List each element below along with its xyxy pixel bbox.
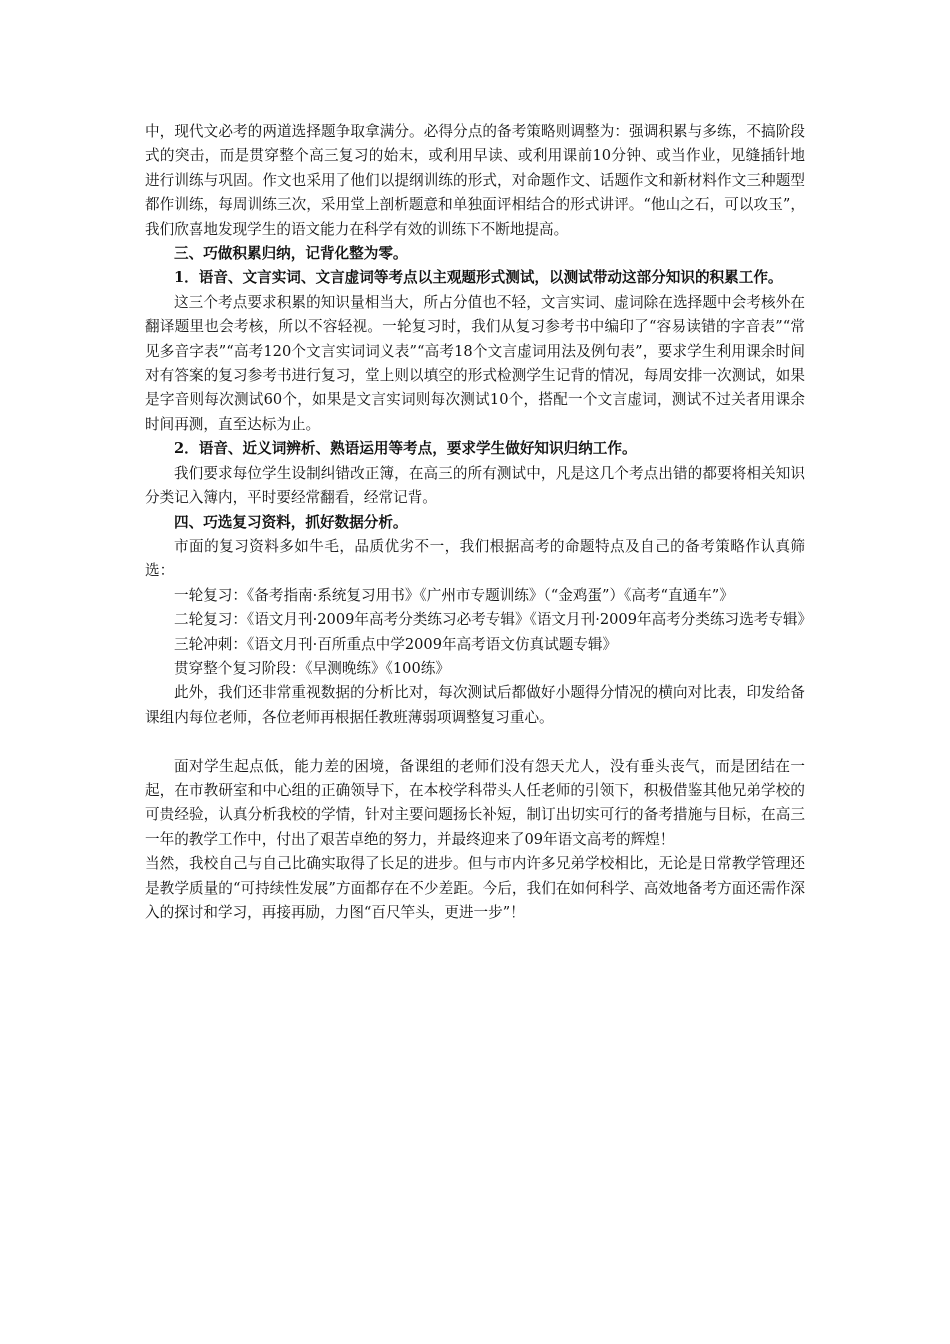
- list-item: 三轮冲刺：《语文月刊·百所重点中学2009年高考语文仿真试题专辑》: [174, 635, 618, 653]
- paragraph: 中，现代文必考的两道选择题争取拿满分。必得分点的备考策略则调整为：强调积累与多练，不搞阶段式的突击，而是贯穿整个高三复习的始末，或利用早读、或利用课前10分钟、或当作业，见缝插针地进行训练与巩固。作文也采用了他们以提纲训练的形式，对命题作文、话题作文和新材料作文三种题型都作训练，每周训练三次，采用堂上剖析题意和单独面评相结合的形式讲评。“他山之石，可以攻玉”，我们欣喜地发现学生的语文能力在科学有效的训练下不断地提高。: [145, 123, 805, 238]
- blank-line: [145, 730, 805, 754]
- paragraph: 我们要求每位学生设制纠错改正簿，在高三的所有测试中，凡是这几个考点出错的都要将相关知识分类记入簿内，平时要经常翻看，经常记背。: [145, 464, 805, 507]
- paragraph: 市面的复习资料多如牛毛，品质优劣不一，我们根据高考的命题特点及自己的备考策略作认真筛选：: [145, 537, 805, 580]
- paragraph: 这三个考点要求积累的知识量相当大，所占分值也不轻，文言实词、虚词除在选择题中会考核外在翻译题里也会考核，所以不容轻视。一轮复习时，我们从复习参考书中编印了“容易读错的字音表”“常见多音字表”“高考120个文言实词词义表”“高考18个文言虚词用法及例句表”，要求学生利用课余时间对有答案的复习参考书进行复习，堂上则以填空的形式检测学生记背的情况，每周安排一次测试，如果是字音则每次测试60个，如果是文言实词则每次测试10个，搭配一个文言虚词，测试不过关者用课余时间再测，直至达标为止。: [145, 293, 805, 433]
- document-body: [145, 120, 813, 925]
- list-item: 一轮复习：《备考指南·系统复习用书》《广州市专题训练》（“金鸡蛋”）《高考“直通车”》: [174, 586, 734, 604]
- paragraph: 此外，我们还非常重视数据的分析比对，每次测试后都做好小题得分情况的横向对比表，印发给备课组内每位老师，各位老师再根据任教班薄弱项调整复习重心。: [145, 684, 805, 726]
- subsection-heading: 1．语音、文言实词、文言虚词等考点以主观题形式测试，以测试带动这部分知识的积累工作。: [174, 269, 783, 287]
- section-heading: 三、巧做积累归纳，记背化整为零。: [174, 245, 408, 263]
- section-heading: 四、巧选复习资料，抓好数据分析。: [174, 513, 408, 531]
- list-item: 二轮复习：《语文月刊·2009年高考分类练习必考专辑》《语文月刊·2009年高考分类练习选考专辑》: [174, 611, 813, 629]
- paragraph: 当然，我校自己与自己比确实取得了长足的进步。但与市内许多兄弟学校相比，无论是日常教学管理还是教学质量的“可持续性发展”方面都存在不少差距。今后，我们在如何科学、高效地备考方面还需作深入的探讨和学习，再接再励，力图“百尺竿头，更进一步”！: [145, 855, 805, 921]
- paragraph: 面对学生起点低，能力差的困境，备课组的老师们没有怨天尤人，没有垂头丧气，而是团结在一起，在市教研室和中心组的正确领导下，在本校学科带头人任老师的引领下，积极借鉴其他兄弟学校的可贵经验，认真分析我校的学情，针对主要问题扬长补短，制订出切实可行的备考措施与目标，在高三一年的教学工作中，付出了艰苦卓绝的努力，并最终迎来了09年语文高考的辉煌！: [145, 757, 805, 848]
- subsection-heading: 2．语音、近义词辨析、熟语运用等考点，要求学生做好知识归纳工作。: [174, 440, 637, 458]
- list-item: 贯穿整个复习阶段：《早测晚练》《100练》: [174, 659, 450, 677]
